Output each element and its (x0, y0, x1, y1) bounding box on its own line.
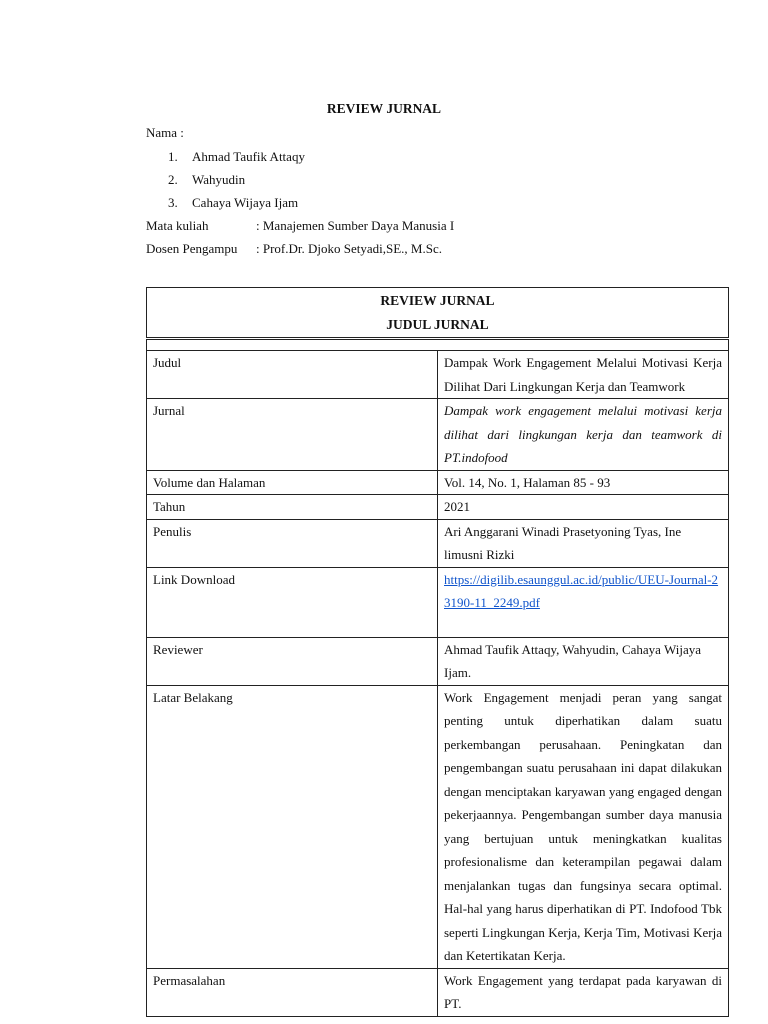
table-row (147, 351, 729, 399)
row-value: Dampak Work Engagement Melalui Motivasi Kerja Dilihat Dari Lingkungan Kerja dan Teamwork (438, 351, 729, 399)
row-label: Permasalahan (147, 968, 438, 1016)
member-number: 1. (168, 149, 178, 164)
row-label: Jurnal (147, 399, 438, 471)
document-title: REVIEW JURNAL (326, 101, 442, 116)
row-label: Latar Belakang (147, 685, 438, 968)
table-row (147, 685, 729, 968)
row-value: Ahmad Taufik Attaqy, Wahyudin, Cahaya Wijaya Ijam. (438, 637, 729, 685)
row-value: Vol. 14, No. 1, Halaman 85 - 93 (438, 470, 729, 495)
row-label: Tahun (147, 495, 438, 520)
member-item (168, 195, 298, 211)
mata-kuliah-value: : Manajemen Sumber Daya Manusia I (256, 218, 455, 233)
table-title-review: REVIEW JURNAL (380, 293, 495, 308)
table-row (147, 567, 729, 637)
row-value: 2021 (438, 495, 729, 520)
table-row (147, 399, 729, 471)
nama-label: Nama : (146, 125, 184, 140)
table-row (147, 495, 729, 520)
row-label: Volume dan Halaman (147, 470, 438, 495)
row-label: Penulis (147, 519, 438, 567)
row-value: Work Engagement yang terdapat pada karyawan di PT. (438, 968, 729, 1016)
table-row (147, 470, 729, 495)
row-value: Dampak work engagement melalui motivasi kerja dilihat dari lingkungan kerja dan teamwork di PT.indofood (438, 399, 729, 471)
row-value (438, 567, 729, 637)
row-label: Link Download (147, 567, 438, 637)
download-link[interactable]: https://digilib.esaunggul.ac.id/public/UEU-Journal-23190-11_2249.pdf (444, 571, 719, 610)
table-row (147, 637, 729, 685)
row-label: Reviewer (147, 637, 438, 685)
review-table (146, 287, 729, 1017)
member-number: 2. (168, 172, 178, 187)
row-value: Work Engagement menjadi peran yang sangat penting untuk diperhatikan dalam suatu perkembangan perusahaan. Peningkatan dan pengembangan suatu perusahaan ini dapat dilakukan dengan menciptakan karyawan yang engaged dengan pekerjaannya. Pengembangan sumber daya manusia yang bertujuan untuk meningkatkan kualitas profesionalisme dan keterampilan pegawai dalam menjalankan tugas dan fungsinya secara optimal. Hal-hal yang harus diperhatikan di PT. Indofood Tbk seperti Lingkungan Kerja, Kerja Tim, Motivasi Kerja dan Ketertikatan Kerja. (438, 685, 729, 968)
member-name: Cahaya Wijaya Ijam (192, 195, 299, 210)
table-header (147, 288, 729, 339)
table-row (147, 519, 729, 567)
mata-kuliah-label: Mata kuliah (146, 218, 209, 233)
member-item (168, 149, 305, 165)
dosen-line (146, 241, 442, 257)
dosen-value: : Prof.Dr. Djoko Setyadi,SE., M.Sc. (256, 241, 442, 256)
row-label: Judul (147, 351, 438, 399)
member-number: 3. (168, 195, 178, 210)
table-row (147, 968, 729, 1016)
row-value: Ari Anggarani Winadi Prasetyoning Tyas, Ine limusni Rizki (438, 519, 729, 567)
mata-kuliah-line (146, 218, 454, 234)
table-title-judul: JUDUL JURNAL (386, 316, 489, 332)
table-header-row (147, 288, 729, 339)
table-spacer-row (147, 339, 729, 351)
dosen-label: Dosen Pengampu (146, 241, 238, 256)
member-name: Wahyudin (192, 172, 246, 187)
member-item (168, 172, 245, 188)
member-name: Ahmad Taufik Attaqy (192, 149, 305, 164)
